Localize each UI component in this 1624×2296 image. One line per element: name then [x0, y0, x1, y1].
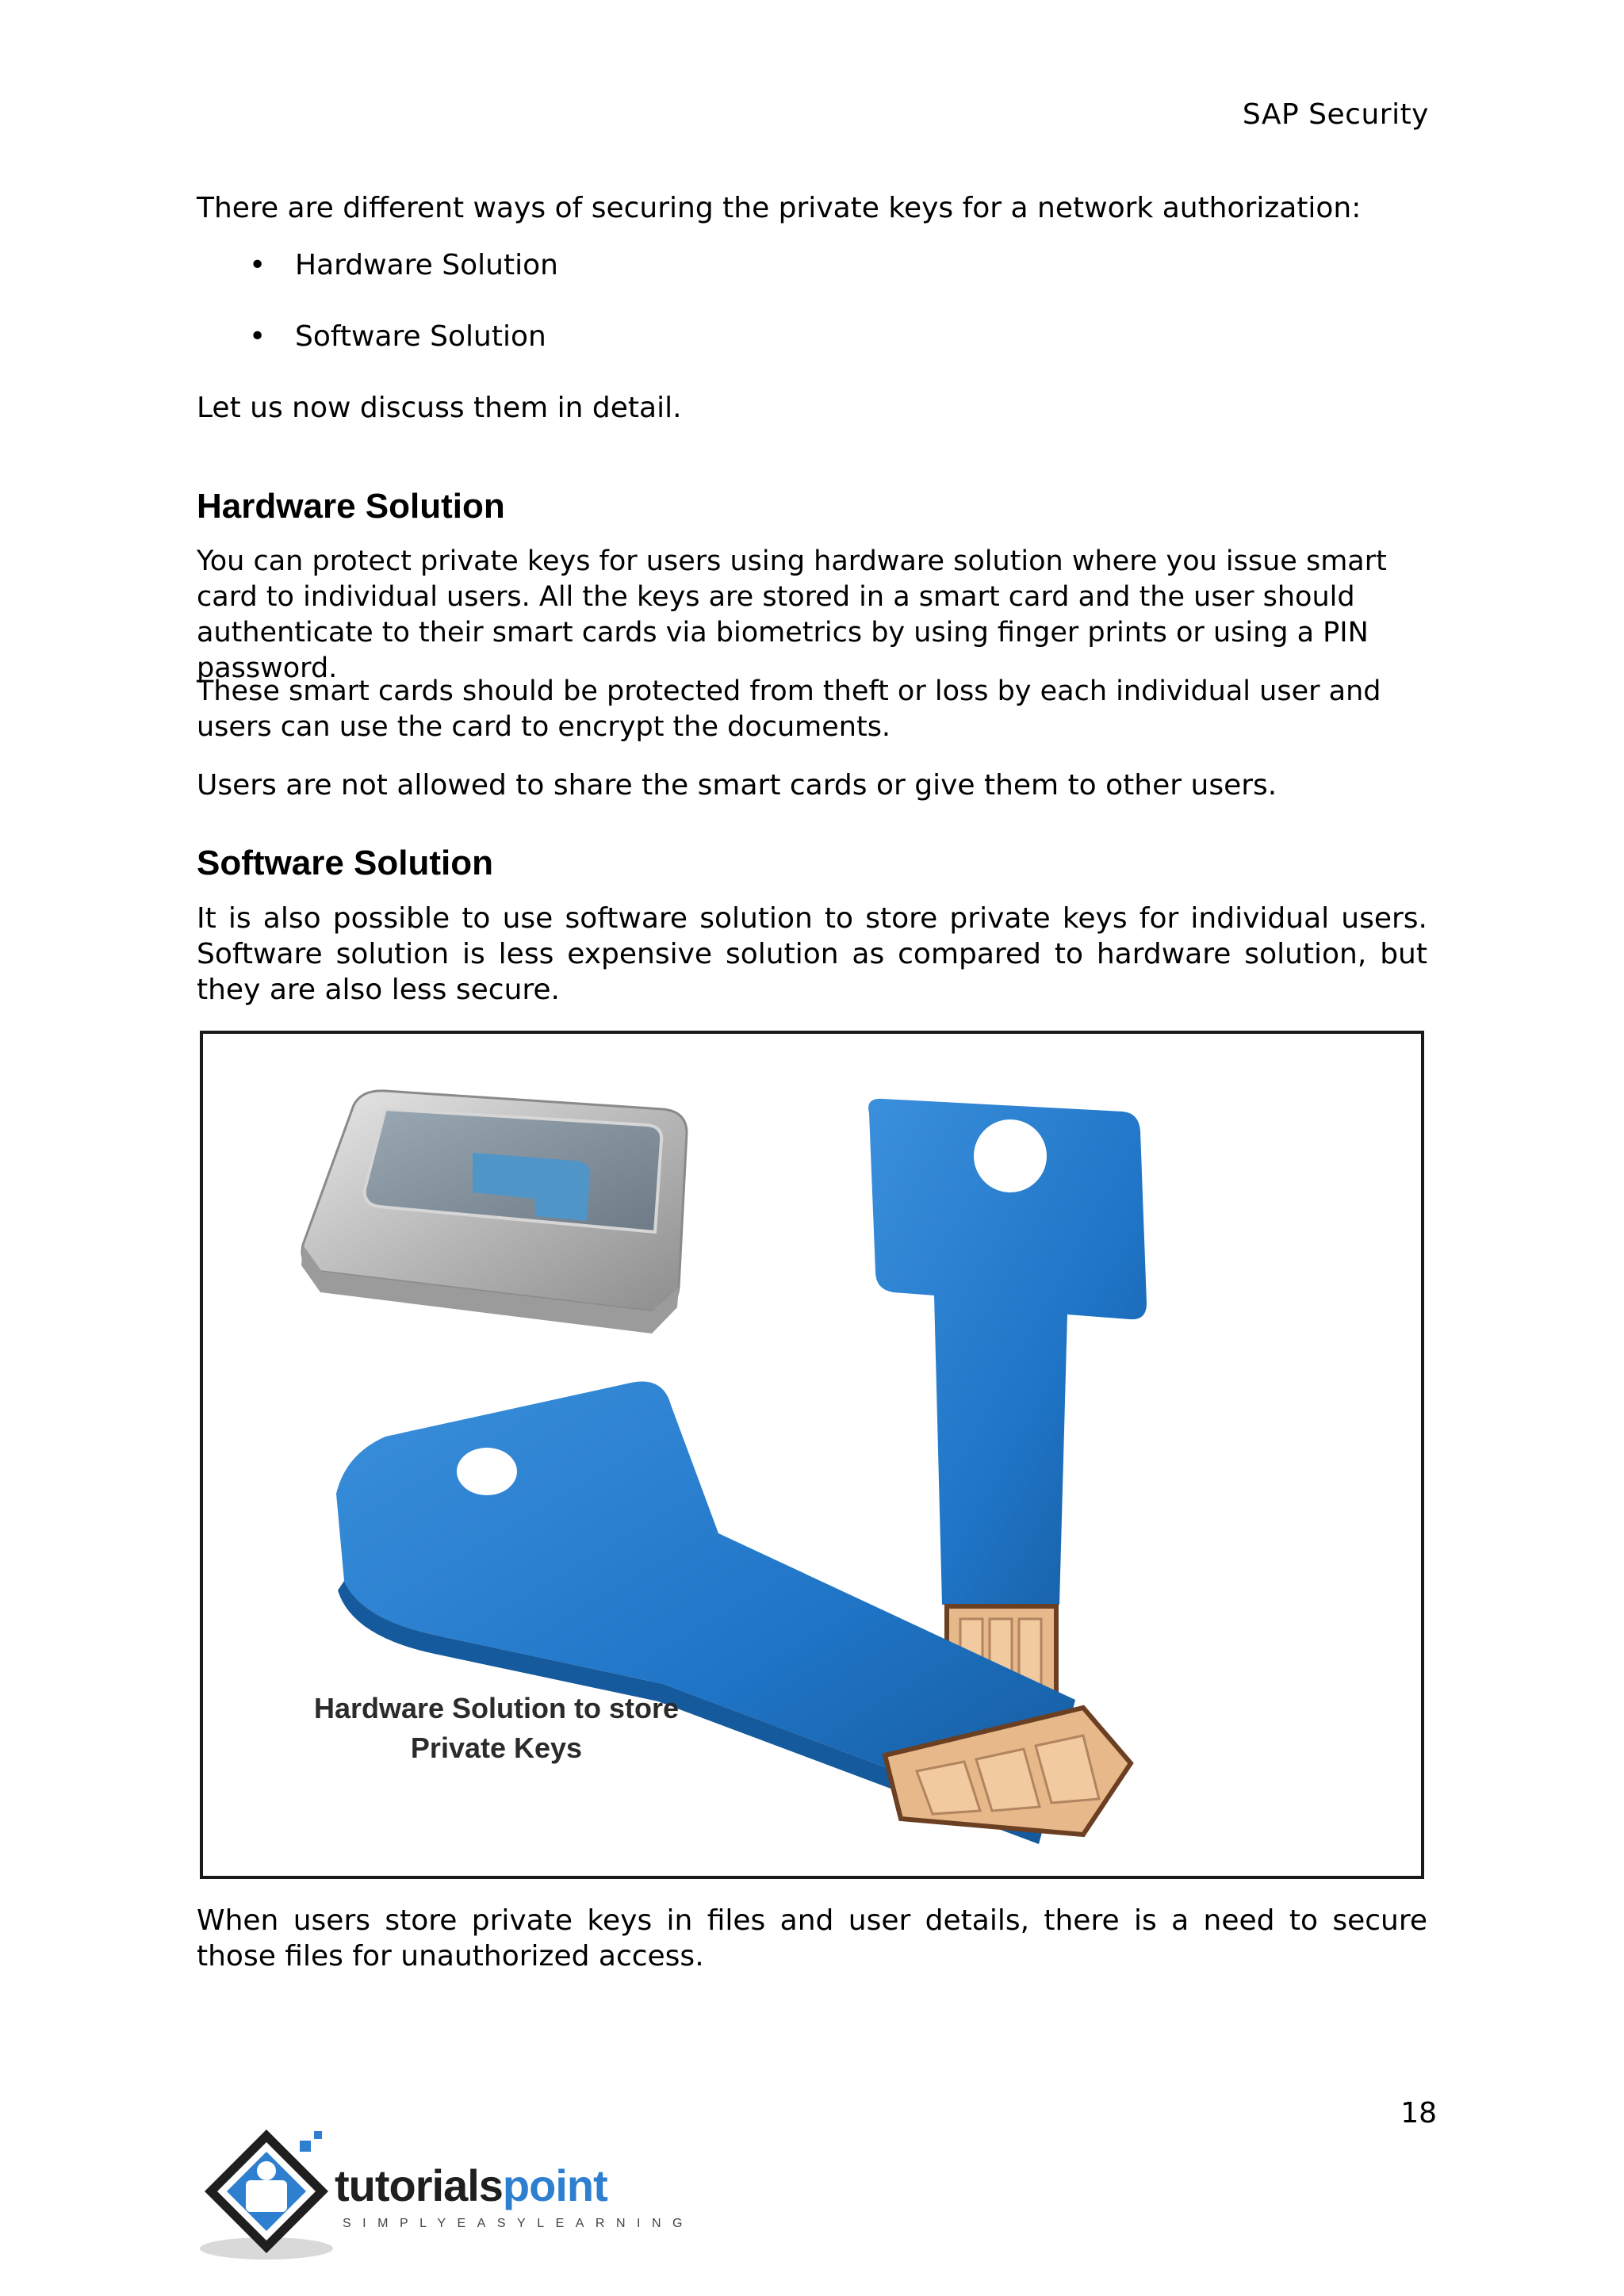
upright-usb-key	[868, 1099, 1147, 1701]
figure-caption	[259, 1689, 734, 1768]
list-item-text: Software Solution	[295, 320, 546, 353]
metal-tin-box	[301, 1091, 687, 1334]
section-heading-hardware: Hardware Solution	[197, 487, 505, 526]
page-header-title: SAP Security	[1242, 98, 1429, 131]
tutorialspoint-logo	[195, 2125, 694, 2264]
intro-paragraph: There are different ways of securing the private keys for a network authorization:	[197, 192, 1362, 224]
bullet-glyph: •	[249, 249, 266, 281]
logo-wordmark	[335, 2160, 607, 2211]
bullet-glyph: •	[249, 320, 266, 353]
software-paragraph: It is also possible to use software solution to store private keys for individual users. Software solution is less expensive solution as compared to hardware solution, but they are also less secure.	[197, 902, 1427, 1006]
figure-caption-line: Private Keys	[410, 1732, 583, 1764]
list-item-text: Hardware Solution	[295, 249, 558, 281]
logo-emblem-icon	[195, 2125, 338, 2264]
logo-wordmark-part: tutorials	[335, 2160, 503, 2210]
section-heading-software: Software Solution	[197, 844, 493, 882]
hardware-paragraph: Users are not allowed to share the smart cards or give them to other users.	[197, 769, 1277, 802]
page-number: 18	[1400, 2097, 1437, 2130]
figure-caption-line: Hardware Solution to store	[313, 1692, 680, 1724]
logo-tagline: SIMPLYEASYLEARNING	[343, 2217, 694, 2230]
intro-follow-text: Let us now discuss them in detail.	[197, 392, 682, 424]
logo-wordmark-part: point	[502, 2160, 607, 2210]
closing-paragraph: When users store private keys in files and user details, there is a need to secure those files for unauthorized access.	[197, 1904, 1427, 1973]
hardware-keys-figure	[200, 1031, 1424, 1879]
hardware-paragraph: You can protect private keys for users using hardware solution where you issue smart card to individual users. All the keys are stored in a smart card and the user should authenticate to their smart cards via biometrics by using finger prints or using a PIN password.	[197, 545, 1387, 684]
hardware-paragraph: These smart cards should be protected from theft or loss by each individual user and users can use the card to encrypt the documents.	[197, 675, 1381, 743]
